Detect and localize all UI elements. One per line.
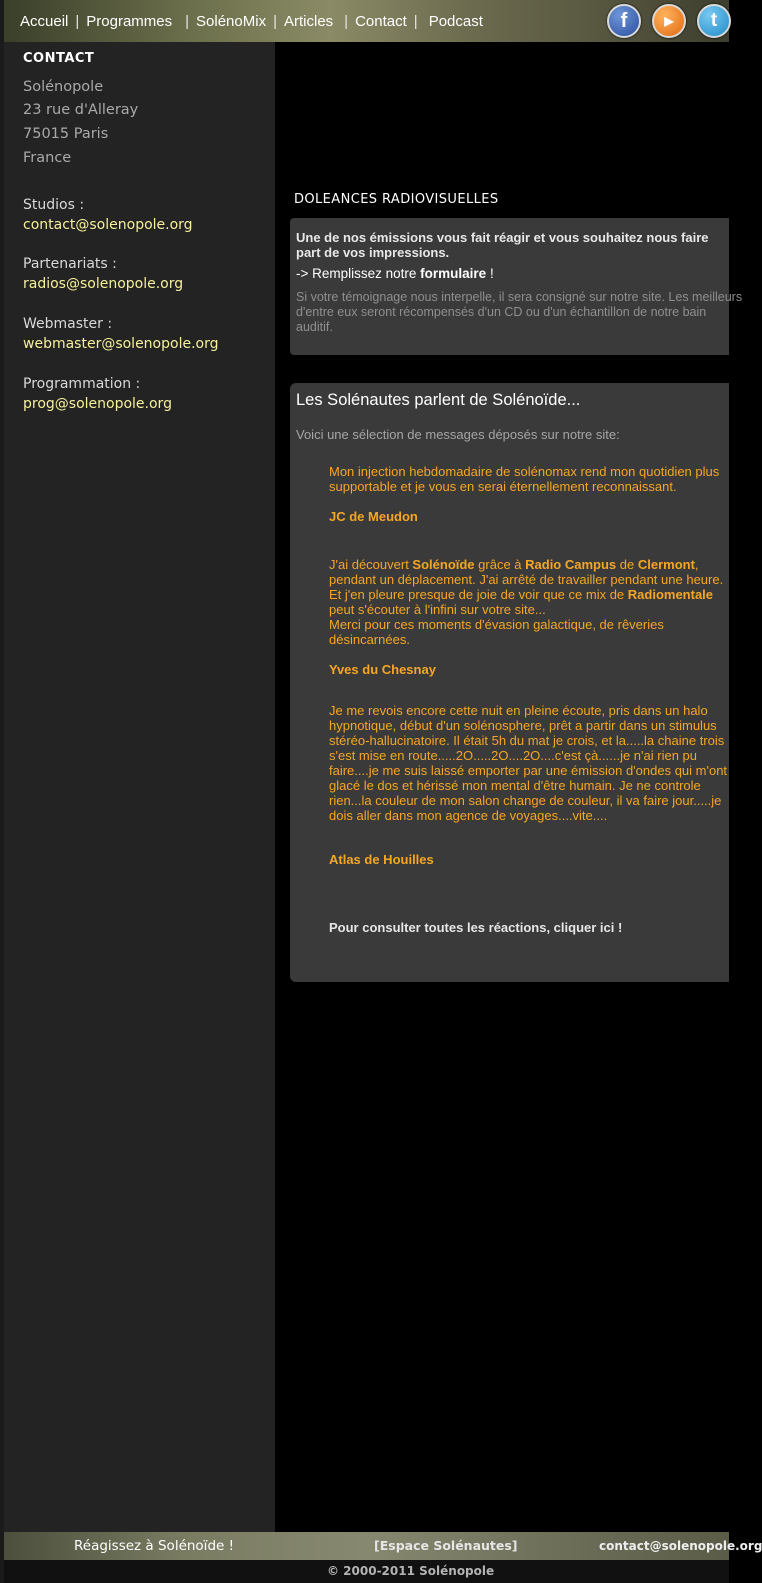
react-link[interactable]: Réagissez à Solénoïde ! [74,1538,235,1554]
nav-podcast[interactable]: Podcast [428,12,483,30]
reward-note: Si votre témoignage nous interpelle, il sera consigné sur notre site. Les meilleurs d'entre eux seront récompensés d'un CD ou d'un échantillon de notre bain auditif. [296,290,743,334]
testimonial-author: JC de Meudon [329,509,418,524]
testimonial-message: Mon injection hebdomadaire de solénomax rend mon quotidien plus supportable et je vous en serai éternellement reconnaissant. [329,464,720,494]
copyright-bar [0,1560,729,1583]
contact-label: Partenariats : [23,256,117,272]
sidebar-title: CONTACT [23,51,95,66]
testimonials-subheading: Voici une sélection de messages déposés sur notre site: [296,427,620,442]
footer-email-link[interactable]: contact@solenopole.org [599,1539,762,1553]
testimonial-message: J'ai découvert Solénoïde grâce à Radio Campus de Clermont, pendant un déplacement. J'ai arrêté de travailler pendant une heure. Et j'en pleure presque de joie de voir que ce mix de Radiomentale peut s'écouter à l'infini sur votre site... Merci pour ces moments d'évasion galactique, de rêveries désincarnées. [329,557,724,647]
contact-label: Studios : [23,197,85,213]
podcast-icon[interactable]: ▶ [652,4,686,38]
feedback-intro-box [290,218,743,355]
contact-sidebar [0,42,275,1532]
nav-separator: | [344,12,349,30]
nav-separator: | [75,12,80,30]
nav-accueil[interactable]: Accueil [20,12,69,30]
nav-programmes[interactable]: Programmes [86,12,173,30]
contact-email-link[interactable]: contact@solenopole.org [23,217,193,233]
top-navigation-bar [0,0,729,42]
contact-email-link[interactable]: radios@solenopole.org [23,276,184,292]
twitter-icon[interactable]: t [697,4,731,38]
nav-solenomix[interactable]: SolénoMix [196,12,267,30]
facebook-icon[interactable]: f [607,4,641,38]
solenautes-space-link[interactable]: [Espace Solénautes] [374,1538,518,1553]
nav-articles[interactable]: Articles [283,12,334,30]
nav-separator: | [185,12,190,30]
contact-email-link[interactable]: webmaster@solenopole.org [23,336,219,352]
nav-separator: | [413,12,418,30]
page-title: DOLEANCES RADIOVISUELLES [294,192,499,207]
contact-email-link[interactable]: prog@solenopole.org [23,396,172,412]
testimonial-author: Atlas de Houilles [329,852,434,867]
contact-label: Webmaster : [23,316,113,332]
address-line: Solénopole [23,79,104,95]
contact-label: Programmation : [23,376,141,392]
copyright-text: © 2000-2011 Solénopole [327,1564,495,1578]
testimonial-author: Yves du Chesnay [329,662,436,677]
form-suffix: ! [486,266,494,281]
address-line: France [23,150,72,166]
footer-bar [0,1532,762,1560]
form-prefix: -> Remplissez notre [296,266,421,281]
form-line [296,266,494,281]
intro-text: Une de nos émissions vous fait réagir et vous souhaitez nous faire part de vos impressions. [296,230,709,260]
testimonial-message: Je me revois encore cette nuit en pleine écoute, pris dans un halo hypnotique, début d'un solénosphere, prêt a partir dans un stimulus stéréo-hallucinatoire. Il était 5h du mat je crois, et la.....la chaine trois s'est mise en route.....2O.....2O....2O....c'est çà......je n'ai rien pu faire....je me suis laissé emporter par une émission d'ondes qui m'ont glacé le dos et hérissé mon mental d'être humain. Je ne controle rien...la couleur de mon salon change de couleur, il va faire jour.....je dois aller dans mon agence de voyages....vite.... [329,703,728,823]
nav-separator: | [273,12,277,30]
testimonials-box [290,383,729,982]
address-line: 23 rue d'Alleray [23,102,139,118]
address-line: 75015 Paris [23,126,109,142]
main-nav [16,0,487,42]
nav-contact[interactable]: Contact [355,12,407,30]
form-link[interactable]: formulaire [420,266,487,281]
testimonials-heading: Les Solénautes parlent de Solénoïde... [296,391,581,409]
all-reactions-link[interactable]: Pour consulter toutes les réactions, cliquer ici ! [329,920,623,935]
